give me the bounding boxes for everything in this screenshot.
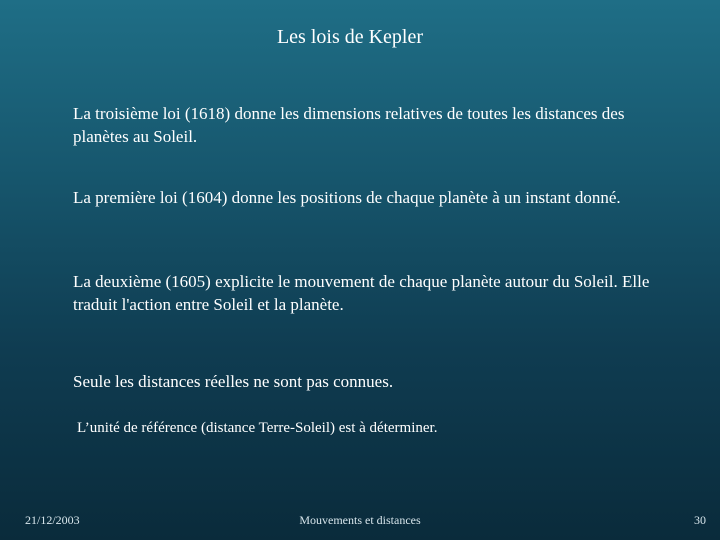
page-number: 30 [694,513,706,527]
paragraph-first-law: La première loi (1604) donne les positions de chaque planète à un instant donné. [73,188,621,207]
footer-title: Mouvements et distances [299,513,421,527]
footer-date: 21/12/2003 [25,513,80,527]
paragraph-reference-unit: L’unité de référence (distance Terre-Soleil) est à déterminer. [77,420,438,436]
paragraph-distances-unknown: Seule les distances réelles ne sont pas connues. [73,372,394,391]
paragraph-second-law: La deuxième (1605) explicite le mouvement de chaque planète autour du Soleil. Elle traduit l'action entre Soleil et la planète. [73,272,650,314]
paragraph-third-law: La troisième loi (1618) donne les dimensions relatives de toutes les distances des planètes au Soleil. [73,104,625,146]
slide-title: Les lois de Kepler [276,26,424,48]
